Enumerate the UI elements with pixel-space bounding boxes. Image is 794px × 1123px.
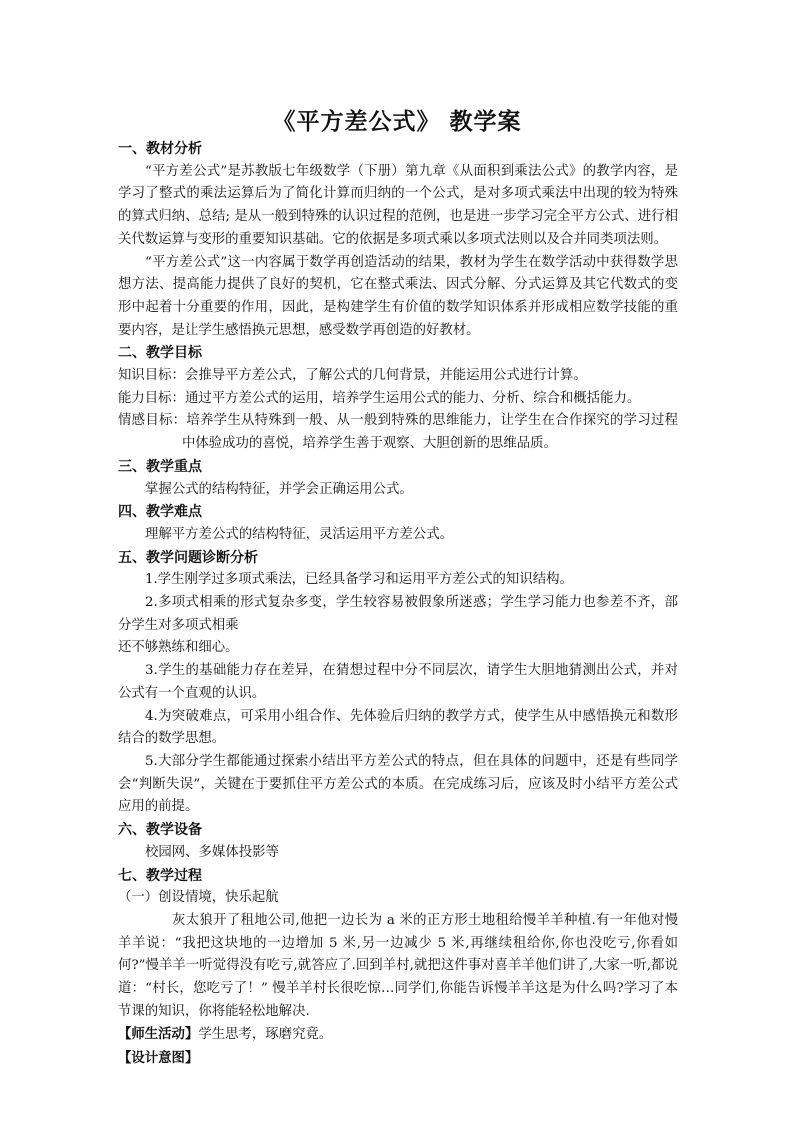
activity-text: 学生思考，琢磨究竟。 [198, 1027, 333, 1043]
list-item: 2.多项式相乘的形式复杂多变，学生较容易被假象所迷惑；学生学习能力也参差不齐，部分学生对多项式相乘 [118, 595, 678, 633]
paragraph: “平方差公式”是苏教版七年级数学（下册）第九章《从面积到乘法公式》的教学内容，是学习了整式的乘法运算后为了简化计算而归纳的一个公式，是对多项式乘法中出现的较为特殊的算式归纳、总结; 是从一般到特殊的认识过程的范例，也是进一步学习完全平方公式、进行相关代数运算与变形的重要知识基础。它的依据是多项式乘以多项式法则以及合并同类项法则。 [118, 163, 678, 247]
section-heading-5: 五、教学问题诊断分析 [118, 549, 258, 566]
section-heading-1: 一、教材分析 [118, 141, 202, 157]
document-body [118, 138, 678, 1070]
goal-emotion: 情感目标：培养学生从特殊到一般、从一般到特殊的思维能力，让学生在合作探究的学习过程中体验成功的喜悦，培养学生善于观察、大胆创新的思维品质。 [118, 413, 678, 452]
activity-label: 【师生活动】 [118, 1026, 199, 1043]
goal-knowledge: 知识目标：会推导平方差公式，了解公式的几何背景，并能运用公式进行计算。 [118, 368, 587, 384]
section-heading-6: 六、教学设备 [118, 822, 202, 839]
story-paragraph: 灰太狼开了租地公司,他把一边长为 a 米的正方形土地租给慢羊羊种植.有一年他对慢羊羊说：“我把这块地的一边增加 5 米,另一边减少 5 米,再继续租给你,你也没吃亏,你看如何?”慢羊羊一听觉得没有吃亏,就答应了.回到羊村,就把这件事对喜羊羊他们讲了,大家一听,都说道：“村长，您吃亏了！” 慢羊羊村长很吃惊…同学们,你能告诉慢羊羊这是为什么吗?学习了本节课的知识，你将能轻松地解决. [118, 912, 678, 1019]
activity-line [118, 1023, 678, 1047]
design-intent-label: 【设计意图】 [118, 1050, 199, 1067]
paragraph: “平方差公式”这一内容属于数学再创造活动的结果，教材为学生在数学活动中获得数学思想方法、提高能力提供了良好的契机，它在整式乘法、因式分解、分式运算及其它代数式的变形中起着十分重要的作用，因此，是构建学生有价值的数学知识体系并形成相应数学技能的重要内容，是让学生感悟换元思想，感受数学再创造的好教材。 [118, 254, 678, 338]
paragraph: 掌握公式的结构特征，并学会正确运用公式。 [145, 481, 413, 497]
section-heading-2: 二、教学目标 [118, 345, 202, 362]
paragraph: 校园网、多媒体投影等 [145, 844, 279, 860]
list-item: 5.大部分学生都能通过探索小结出平方差公式的特点，但在具体的问题中，还是有些同学会“判断失误”，关键在于要抓住平方差公式的本质。在完成练习后，应该及时小结平方差公式应用的前提。 [118, 753, 678, 815]
list-item-continued: 还不够熟练和细心。 [118, 640, 239, 656]
list-item: 4.为突破难点，可采用小组合作、先体验后归纳的教学方式，使学生从中感悟换元和数形结合的数学思想。 [118, 708, 678, 747]
list-item: 3.学生的基础能力存在差异，在猜想过程中分不同层次，请学生大胆地猜测出公式，并对公式有一个直观的认识。 [118, 663, 678, 701]
section-heading-3: 三、教学重点 [118, 458, 202, 475]
list-item: 1.学生刚学过多项式乘法，已经具备学习和运用平方差公式的知识结构。 [145, 572, 573, 588]
page-title: 《平方差公式》 教学案 [272, 108, 522, 135]
paragraph: 理解平方差公式的结构特征，灵活运用平方差公式。 [145, 526, 453, 542]
section-heading-4: 四、教学难点 [118, 504, 202, 521]
section-heading-7: 七、教学过程 [118, 867, 202, 884]
subsection-heading: （一）创设情境，快乐起航 [118, 890, 279, 906]
goal-ability: 能力目标：通过平方差公式的运用，培养学生运用公式的能力、分析、综合和概括能力。 [118, 390, 641, 406]
